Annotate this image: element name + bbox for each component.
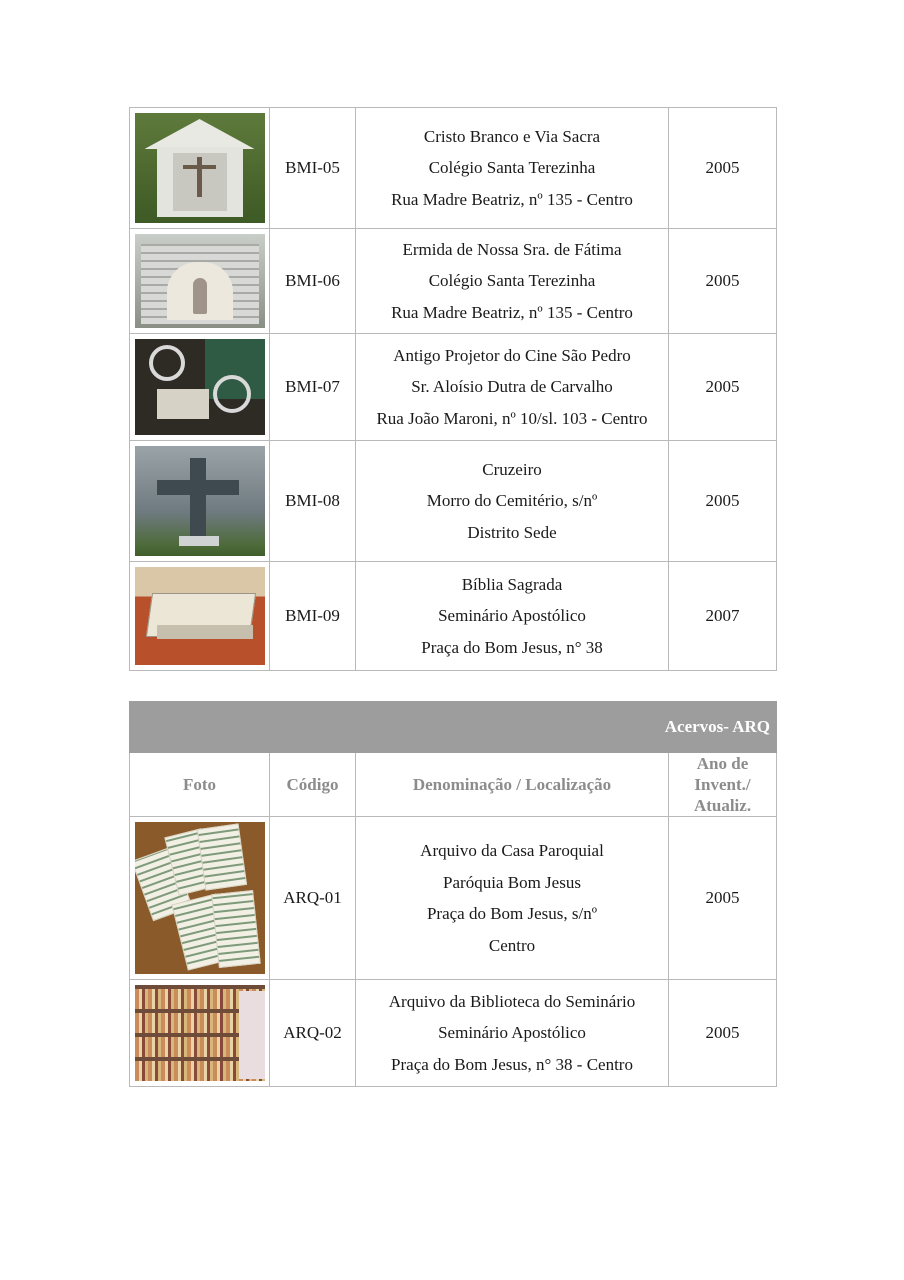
description-cell — [356, 562, 669, 671]
table-row — [130, 817, 777, 980]
owner-line: Seminário Apostólico — [438, 1023, 586, 1043]
header-row — [130, 753, 777, 817]
address-line: Distrito Sede — [467, 522, 557, 542]
name-line: Cristo Branco e Via Sacra — [423, 126, 601, 146]
photo-biblioteca-seminario — [135, 985, 265, 1081]
description-cell — [356, 334, 669, 441]
header-ano — [669, 753, 777, 817]
photo-cristo-branco — [135, 113, 265, 223]
year-cell: 2005 — [669, 441, 777, 562]
header-ano-line: Invent./ — [694, 775, 751, 794]
header-ano-line: Atualiz. — [693, 796, 752, 815]
year-cell: 2007 — [669, 562, 777, 671]
photo-biblia — [135, 567, 265, 665]
year-cell: 2005 — [669, 334, 777, 441]
code-cell: BMI-09 — [270, 562, 356, 671]
owner-line: Colégio Santa Terezinha — [428, 271, 596, 291]
district-line: Centro — [488, 935, 536, 955]
arq-inventory-table — [129, 701, 777, 1087]
year-cell: 2005 — [669, 229, 777, 334]
description-cell — [356, 229, 669, 334]
code-cell: BMI-06 — [270, 229, 356, 334]
address-line: Rua João Maroni, nº 10/sl. 103 - Centro — [376, 408, 648, 428]
name-line: Arquivo da Casa Paroquial — [420, 841, 604, 860]
address-line: Praça do Bom Jesus, n° 38 - Centro — [391, 1054, 633, 1074]
address-line: Praça do Bom Jesus, n° 38 — [421, 637, 603, 657]
table-row — [130, 562, 777, 671]
code-cell: ARQ-01 — [270, 817, 356, 980]
year-cell: 2005 — [669, 980, 777, 1087]
photo-cell — [130, 817, 270, 980]
table-row — [130, 108, 777, 229]
photo-cell — [130, 562, 270, 671]
code-cell: BMI-07 — [270, 334, 356, 441]
section-title: Acervos- ARQ — [130, 702, 777, 753]
code-cell: BMI-08 — [270, 441, 356, 562]
description-cell — [356, 817, 669, 980]
owner-line: Sr. Aloísio Dutra de Carvalho — [411, 377, 613, 397]
owner-line: Paróquia Bom Jesus — [443, 872, 581, 892]
table-row — [130, 980, 777, 1087]
photo-cell — [130, 980, 270, 1087]
description-cell — [356, 441, 669, 562]
section-title-row — [130, 702, 777, 753]
table-row — [130, 441, 777, 562]
owner-line: Morro do Cemitério, s/nº — [426, 491, 598, 511]
owner-line: Seminário Apostólico — [438, 606, 586, 626]
description-cell — [356, 980, 669, 1087]
year-cell: 2005 — [669, 817, 777, 980]
header-foto: Foto — [130, 753, 270, 817]
photo-cell — [130, 441, 270, 562]
photo-cell — [130, 229, 270, 334]
bmi-inventory-table — [129, 107, 777, 671]
photo-projetor — [135, 339, 265, 435]
photo-cruzeiro — [135, 446, 265, 556]
name-line: Bíblia Sagrada — [461, 574, 563, 594]
year-cell: 2005 — [669, 108, 777, 229]
code-cell: ARQ-02 — [270, 980, 356, 1087]
name-line: Cruzeiro — [482, 459, 542, 479]
owner-line: Colégio Santa Terezinha — [428, 158, 596, 178]
name-line: Ermida de Nossa Sra. de Fátima — [402, 239, 622, 259]
header-denominacao: Denominação / Localização — [356, 753, 669, 817]
name-line: Arquivo da Biblioteca do Seminário — [388, 991, 636, 1011]
photo-cell — [130, 108, 270, 229]
table-row — [130, 334, 777, 441]
description-cell — [356, 108, 669, 229]
name-line: Antigo Projetor do Cine São Pedro — [393, 345, 631, 365]
address-line: Rua Madre Beatriz, nº 135 - Centro — [391, 302, 633, 322]
address-line: Praça do Bom Jesus, s/nº — [426, 904, 598, 923]
header-codigo: Código — [270, 753, 356, 817]
address-line: Rua Madre Beatriz, nº 135 - Centro — [391, 189, 633, 209]
table-row — [130, 229, 777, 334]
photo-cell — [130, 334, 270, 441]
photo-ermida-fatima — [135, 234, 265, 328]
code-cell: BMI-05 — [270, 108, 356, 229]
photo-arquivo-paroquial — [135, 822, 265, 974]
header-ano-line: Ano de — [696, 754, 749, 773]
